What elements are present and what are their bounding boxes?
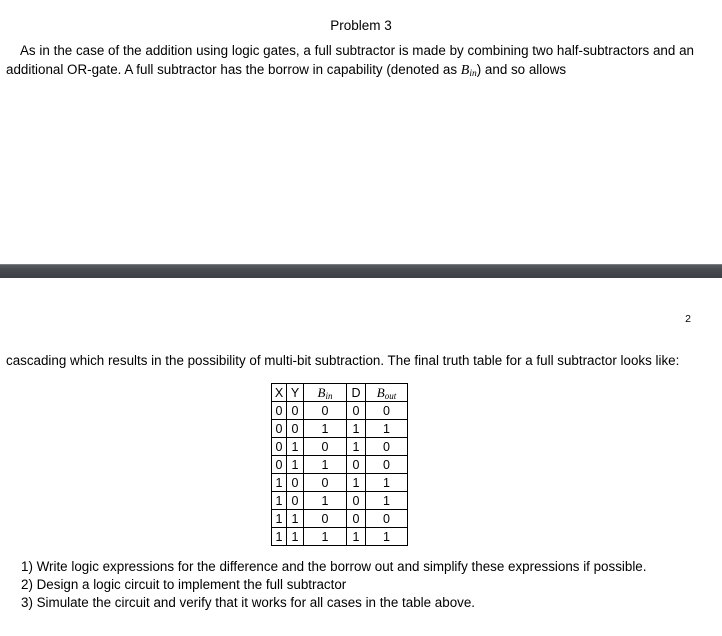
question-item: 2) Design a logic circuit to implement the full subtractor (21, 577, 347, 592)
table-cell: 1 (304, 456, 347, 474)
table-cell: 0 (366, 438, 408, 456)
table-cell: 1 (347, 528, 366, 546)
table-cell: 1 (366, 528, 408, 546)
header-y: Y (287, 384, 304, 402)
intro-text-part1: As in the case of the addition using logic gates, a full subtractor is made by combining two half-subtractors and an additional OR-gate. A full subtractor has the borrow in capability (denoted as (6, 43, 694, 77)
table-cell: 0 (304, 474, 347, 492)
table-cell: 1 (347, 420, 366, 438)
header-bin: $B_{in}$ (304, 384, 347, 402)
truth-table-header (272, 384, 408, 402)
table-cell: 0 (347, 510, 366, 528)
header-x: X (272, 384, 287, 402)
table-cell: 0 (272, 420, 287, 438)
table-row (272, 402, 408, 420)
table-cell: 0 (347, 402, 366, 420)
table-cell: 1 (287, 456, 304, 474)
table-cell: 0 (304, 402, 347, 420)
table-cell: 1 (366, 474, 408, 492)
table-cell: 0 (304, 438, 347, 456)
table-row (272, 528, 408, 546)
table-cell: 0 (304, 510, 347, 528)
table-cell: 0 (366, 510, 408, 528)
header-d: D (347, 384, 366, 402)
page-1 (0, 0, 722, 264)
table-cell: 1 (272, 510, 287, 528)
table-cell: 0 (287, 474, 304, 492)
table-cell: 1 (272, 492, 287, 510)
table-cell: 1 (347, 438, 366, 456)
intro-text-part2: ) and so allows (476, 62, 567, 77)
table-row (272, 456, 408, 474)
table-cell: 1 (366, 492, 408, 510)
table-cell: 0 (272, 438, 287, 456)
table-cell: 1 (304, 492, 347, 510)
table-cell: 0 (366, 456, 408, 474)
table-cell: 0 (272, 402, 287, 420)
table-row (272, 492, 408, 510)
table-cell: 1 (366, 420, 408, 438)
table-cell: 0 (366, 402, 408, 420)
intro-paragraph (6, 41, 694, 84)
table-cell: 1 (272, 528, 287, 546)
problem-title: Problem 3 (330, 18, 392, 33)
truth-table (271, 383, 408, 546)
page-number: 2 (685, 313, 691, 325)
table-row (272, 510, 408, 528)
table-cell: 0 (287, 492, 304, 510)
table-cell: 1 (304, 420, 347, 438)
table-row (272, 420, 408, 438)
table-cell: 0 (272, 456, 287, 474)
table-cell: 1 (287, 528, 304, 546)
table-cell: 1 (347, 474, 366, 492)
table-cell: 1 (304, 528, 347, 546)
question-item: 3) Simulate the circuit and verify that it works for all cases in the table above. (21, 595, 476, 610)
table-row (272, 474, 408, 492)
question-item: 1) Write logic expressions for the difference and the borrow out and simplify these expressions if possible. (21, 559, 647, 574)
bin-symbol: $B_{in}$ (460, 63, 477, 79)
table-cell: 0 (287, 420, 304, 438)
continuation-paragraph: cascading which results in the possibility of multi-bit subtraction. The final truth table for a full subtractor looks like: (6, 353, 680, 368)
table-cell: 1 (287, 438, 304, 456)
table-cell: 0 (287, 402, 304, 420)
header-bout: $B_{out}$ (366, 384, 408, 402)
table-cell: 1 (272, 474, 287, 492)
table-row (272, 438, 408, 456)
table-cell: 0 (347, 492, 366, 510)
table-cell: 1 (287, 510, 304, 528)
table-cell: 0 (347, 456, 366, 474)
page-separator (0, 264, 722, 278)
question-list (21, 558, 646, 612)
